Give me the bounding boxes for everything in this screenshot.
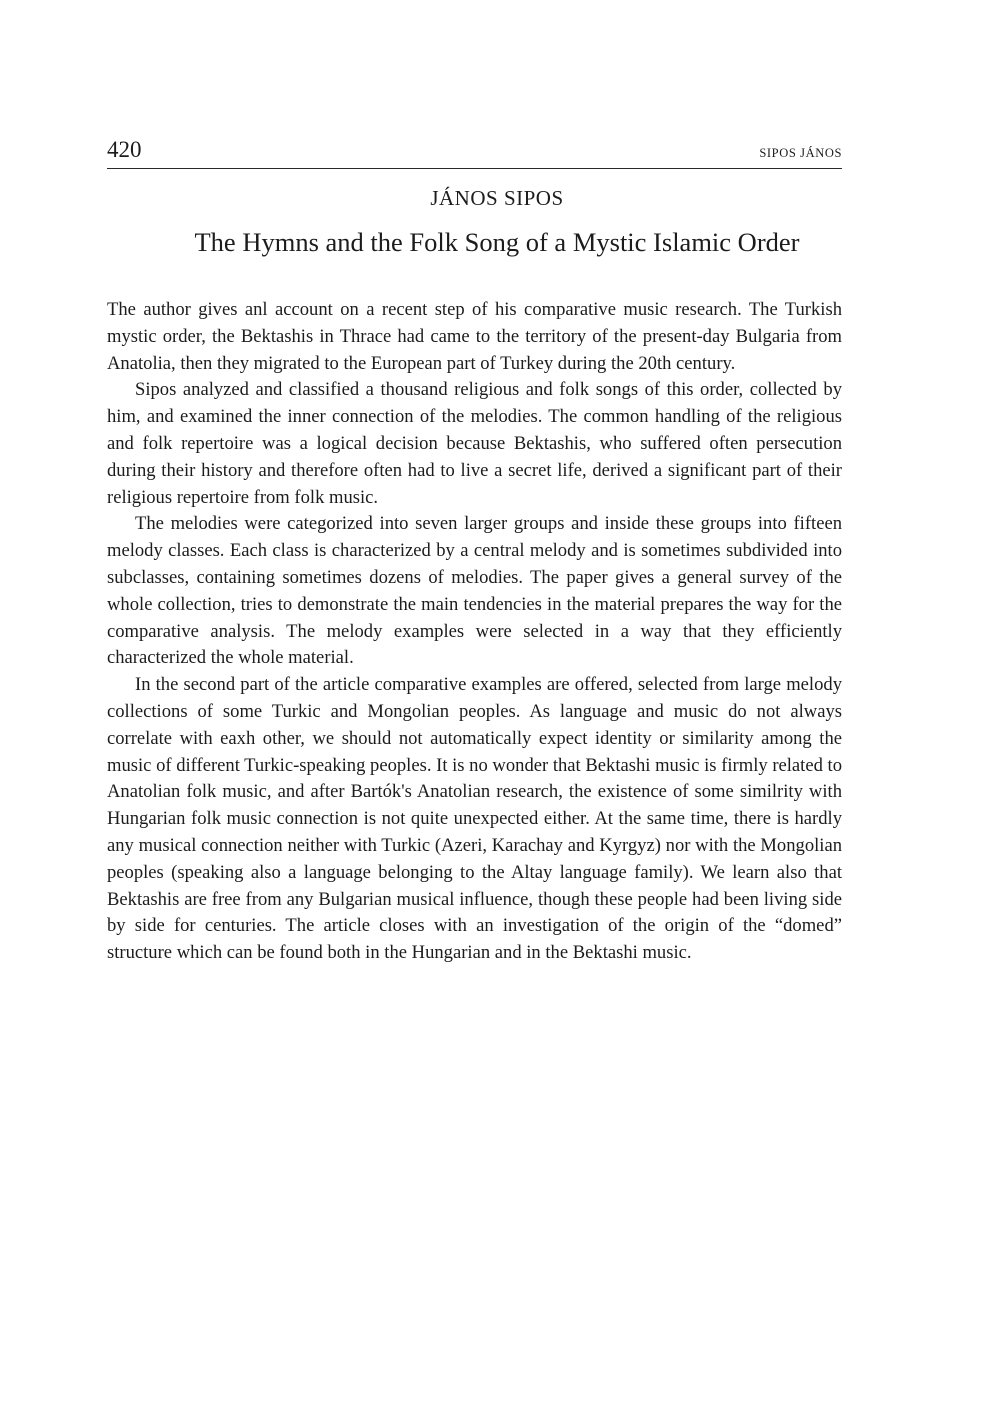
paragraph-1: The author gives anl account on a recent step of his comparative music research. The Turkish mystic order, the Bektashis in Thrace had came to the territory of the present-day Bulgaria from Anatolia, then they migrated to the European part of Turkey during the 20th century. <box>107 299 842 374</box>
article-author: JÁNOS SIPOS <box>430 186 564 210</box>
page-header <box>107 136 842 169</box>
paragraph-4: In the second part of the article comparative examples are offered, selected from large melody collections of some Turkic and Mongolian peoples. As language and music do not always correlate with eaxh other, we should not automatically expect identity or similarity among the music of different Turkic-speaking peoples. It is no wonder that Bektashi music is firmly related to Anatolian folk music, and after Bartók's Anatolian research, the existence of some similrity with Hungarian folk music connection is not quite unexpected either. At the same time, there is hardly any musical connection neither with Turkic (Azeri, Karachay and Kyrgyz) nor with the Mongolian peoples (speaking also a language belonging to the Altay language family). We learn also that Bektashis are free from any Bulgarian musical influence, though these people had been living side by side for centuries. The article closes with an investigation of the origin of the “domed” structure which can be found both in the Hungarian and in the Bektashi music. <box>107 674 843 964</box>
article-body <box>107 297 842 967</box>
page-number: 420 <box>107 137 142 162</box>
paragraph-2: Sipos analyzed and classified a thousand religious and folk songs of this order, collected by him, and examined the inner connection of the melodies. The common handling of the religious and folk repertoire was a logical decision because Bektashis, who suffered often persecution during their history and therefore often had to live a secret life, derived a significant part of their religious repertoire from folk music. <box>107 379 842 508</box>
paragraph-3: The melodies were categorized into seven larger groups and inside these groups into fifteen melody classes. Each class is characterized by a central melody and is sometimes subdivided into subclasses, containing sometimes dozens of melodies. The paper gives a general survey of the whole collection, tries to demonstrate the main tendencies in the material prepares the way for the comparative analysis. The melody examples were selected in a way that they efficiently characterized the whole material. <box>107 513 842 669</box>
running-head: SIPOS JÁNOS <box>759 146 842 160</box>
article-title: The Hymns and the Folk Song of a Mystic Islamic Order <box>194 227 800 257</box>
